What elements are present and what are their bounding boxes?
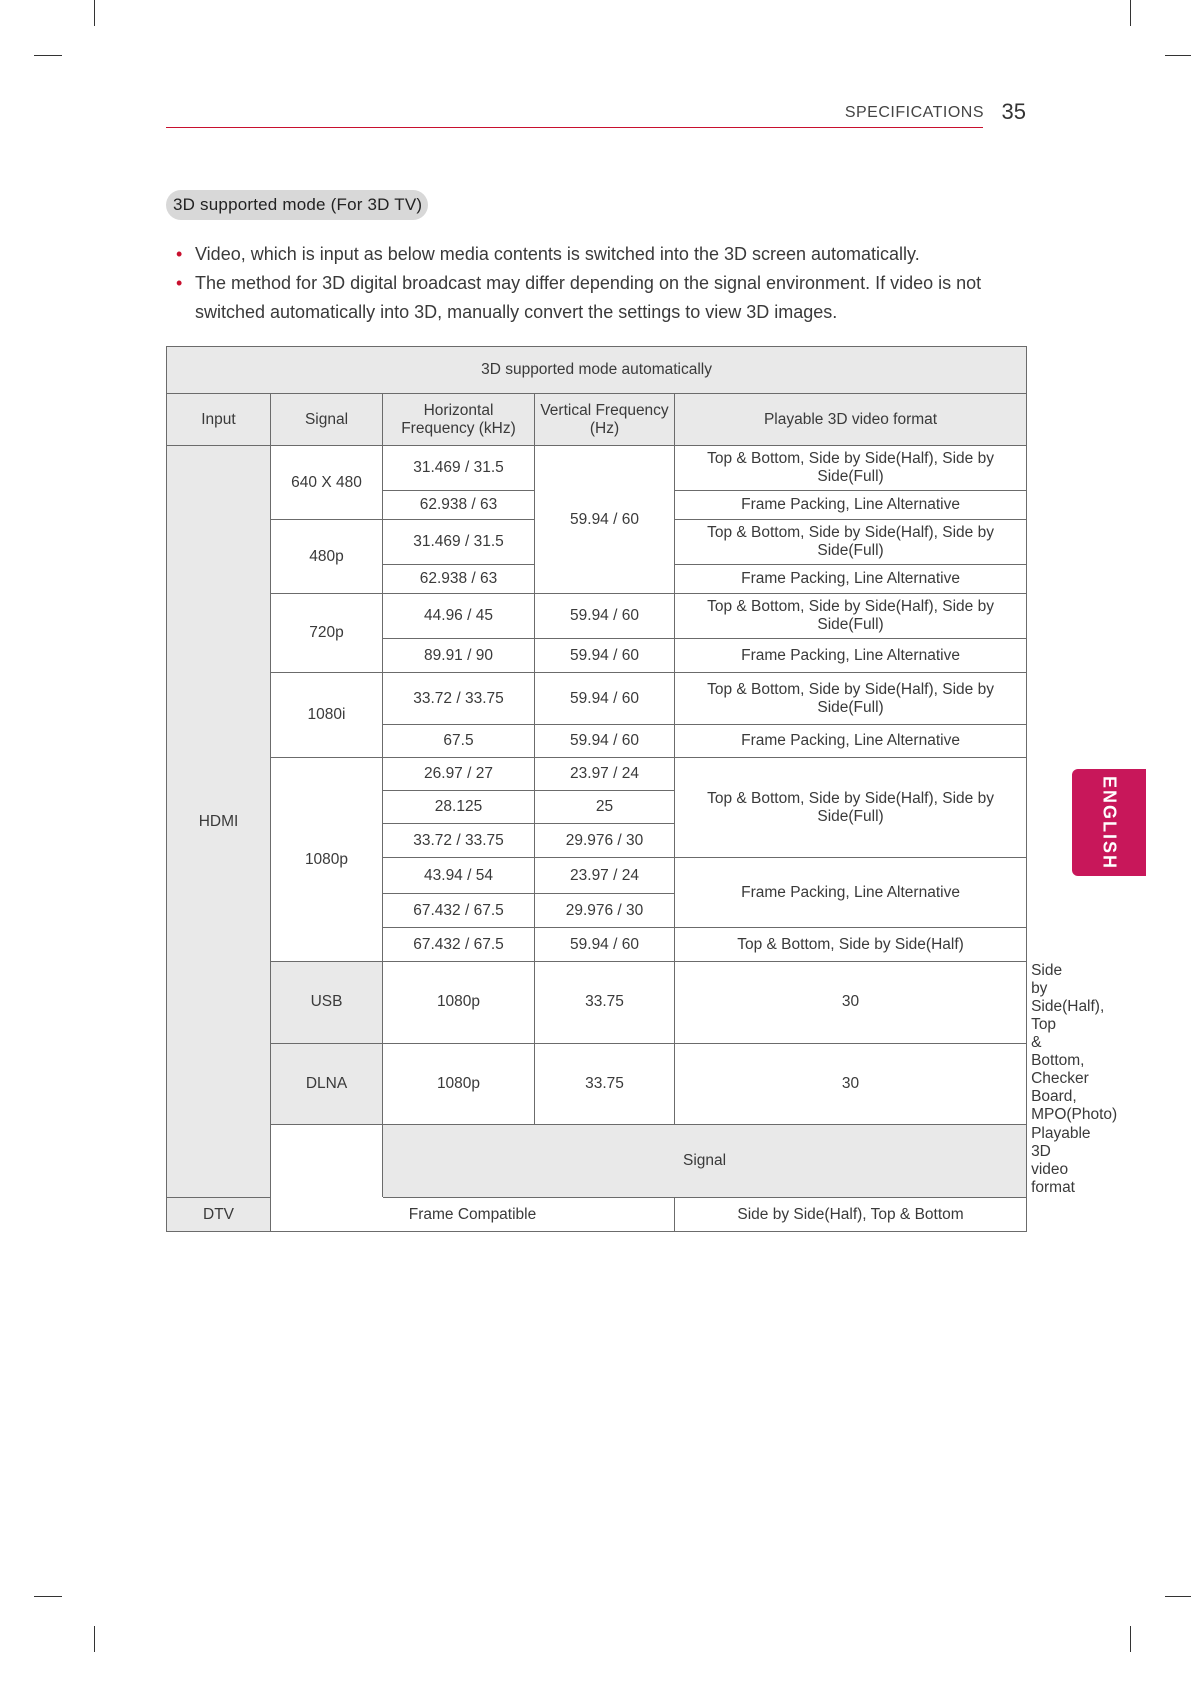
format-cell: Top & Bottom, Side by Side(Half), Side by Side(Full) xyxy=(675,594,1027,639)
hfreq-cell: 43.94 / 54 xyxy=(383,858,535,894)
format-cell: Top & Bottom, Side by Side(Half), Side by Side(Full) xyxy=(675,520,1027,565)
signal-cell: 1080i xyxy=(271,673,383,758)
crop-mark xyxy=(34,55,62,56)
table-row xyxy=(167,758,1027,791)
vfreq-cell: 25 xyxy=(535,791,675,824)
format-cell: Frame Packing, Line Alternative xyxy=(675,858,1027,928)
hfreq-cell: 62.938 / 63 xyxy=(383,491,535,520)
signal-cell: 480p xyxy=(271,520,383,594)
col-header-input: Input xyxy=(167,394,271,446)
crop-mark xyxy=(94,1626,95,1652)
bullet-icon: • xyxy=(176,273,183,293)
signal-cell: 1080p xyxy=(383,1043,535,1125)
format-cell: Frame Packing, Line Alternative xyxy=(675,565,1027,594)
hfreq-cell: 33.72 / 33.75 xyxy=(383,673,535,725)
hfreq-cell: 44.96 / 45 xyxy=(383,594,535,639)
format-cell: Top & Bottom, Side by Side(Half), Side by Side(Full) xyxy=(675,446,1027,491)
hfreq-cell: 62.938 / 63 xyxy=(383,565,535,594)
vfreq-cell: 59.94 / 60 xyxy=(535,725,675,758)
table-caption-row xyxy=(167,347,1027,394)
hfreq-cell: 26.97 / 27 xyxy=(383,758,535,791)
vfreq-cell: 30 xyxy=(675,962,1027,1044)
signal-cell: 1080p xyxy=(271,758,383,962)
bullet-text: Video, which is input as below media contents is switched into the 3D screen automatically. xyxy=(195,244,920,264)
table-row xyxy=(167,1198,1027,1232)
hfreq-cell: 28.125 xyxy=(383,791,535,824)
vfreq-cell: 59.94 / 60 xyxy=(535,673,675,725)
bullet-icon: • xyxy=(176,244,183,264)
list-item xyxy=(176,240,1036,269)
table-row xyxy=(167,594,1027,639)
page-header xyxy=(166,100,1026,128)
list-item xyxy=(176,269,1036,327)
col-header-hfreq: Horizontal Frequency (kHz) xyxy=(383,394,535,446)
header-rule xyxy=(166,127,983,128)
table-row: USB 1080p 33.75 30 Side by Side(Half), Top & Bottom, Checker Board, MPO(Photo) xyxy=(167,962,1027,1044)
format-cell: Side by Side(Half), Top & Bottom xyxy=(675,1198,1027,1232)
vfreq-cell: 59.94 / 60 xyxy=(535,446,675,594)
crop-mark xyxy=(1130,0,1131,26)
vfreq-cell: 59.94 / 60 xyxy=(535,594,675,639)
table-caption: 3D supported mode automatically xyxy=(167,347,1027,394)
format-cell: Frame Packing, Line Alternative xyxy=(675,639,1027,673)
input-cell: DTV xyxy=(167,1198,271,1232)
section-title: 3D supported mode (For 3D TV) xyxy=(166,190,428,220)
vfreq-cell: 59.94 / 60 xyxy=(535,928,675,962)
table-row xyxy=(167,673,1027,725)
crop-mark xyxy=(94,0,95,26)
crop-mark xyxy=(1130,1626,1131,1652)
hfreq-cell: 89.91 / 90 xyxy=(383,639,535,673)
hfreq-cell: 31.469 / 31.5 xyxy=(383,446,535,491)
vfreq-cell: 59.94 / 60 xyxy=(535,639,675,673)
bullet-text: The method for 3D digital broadcast may differ depending on the signal environment. If video is not switched automatically into 3D, manually convert the settings to view 3D images. xyxy=(195,273,982,322)
signal-cell: 720p xyxy=(271,594,383,673)
vfreq-cell: 29.976 / 30 xyxy=(535,824,675,858)
language-label: ENGLISH xyxy=(1099,775,1120,870)
table-row xyxy=(167,446,1027,491)
input-cell: HDMI xyxy=(167,446,271,1198)
hfreq-cell: 67.432 / 67.5 xyxy=(383,894,535,928)
table-row xyxy=(167,1043,1027,1125)
table-header-row: Signal Playable 3D video format xyxy=(167,1125,1027,1198)
col-header-signal: Signal xyxy=(271,394,383,446)
table-header-row xyxy=(167,394,1027,446)
hfreq-cell: 33.75 xyxy=(535,962,675,1044)
input-cell: DLNA xyxy=(271,1043,383,1125)
page-number: 35 xyxy=(1001,99,1026,124)
language-tab xyxy=(1072,769,1146,876)
vfreq-cell: 30 xyxy=(675,1043,1027,1125)
hfreq-cell: 31.469 / 31.5 xyxy=(383,520,535,565)
signal-cell: 1080p xyxy=(383,962,535,1044)
input-cell: USB xyxy=(271,962,383,1044)
crop-mark xyxy=(34,1596,62,1597)
hfreq-cell: 33.72 / 33.75 xyxy=(383,824,535,858)
format-cell: Top & Bottom, Side by Side(Half) xyxy=(675,928,1027,962)
vfreq-cell: 29.976 / 30 xyxy=(535,894,675,928)
format-cell: Top & Bottom, Side by Side(Half), Side by Side(Full) xyxy=(675,673,1027,725)
signal-cell: Frame Compatible xyxy=(271,1198,675,1232)
vfreq-cell: 23.97 / 24 xyxy=(535,758,675,791)
crop-mark xyxy=(1165,55,1191,56)
hfreq-cell: 33.75 xyxy=(535,1043,675,1125)
section-name: SPECIFICATIONS xyxy=(844,104,984,121)
format-cell: Frame Packing, Line Alternative xyxy=(675,491,1027,520)
hfreq-cell: 67.5 xyxy=(383,725,535,758)
col-header-format: Playable 3D video format xyxy=(675,394,1027,446)
signal-cell: 640 X 480 xyxy=(271,446,383,520)
format-cell: Top & Bottom, Side by Side(Half), Side by Side(Full) xyxy=(675,758,1027,858)
crop-mark xyxy=(1165,1596,1191,1597)
hfreq-cell: 67.432 / 67.5 xyxy=(383,928,535,962)
bullet-list xyxy=(176,240,1036,327)
empty-cell xyxy=(271,1125,383,1198)
dtv-signal-header: Signal xyxy=(383,1125,1027,1198)
vfreq-cell: 23.97 / 24 xyxy=(535,858,675,894)
format-cell: Frame Packing, Line Alternative xyxy=(675,725,1027,758)
col-header-vfreq: Vertical Frequency (Hz) xyxy=(535,394,675,446)
